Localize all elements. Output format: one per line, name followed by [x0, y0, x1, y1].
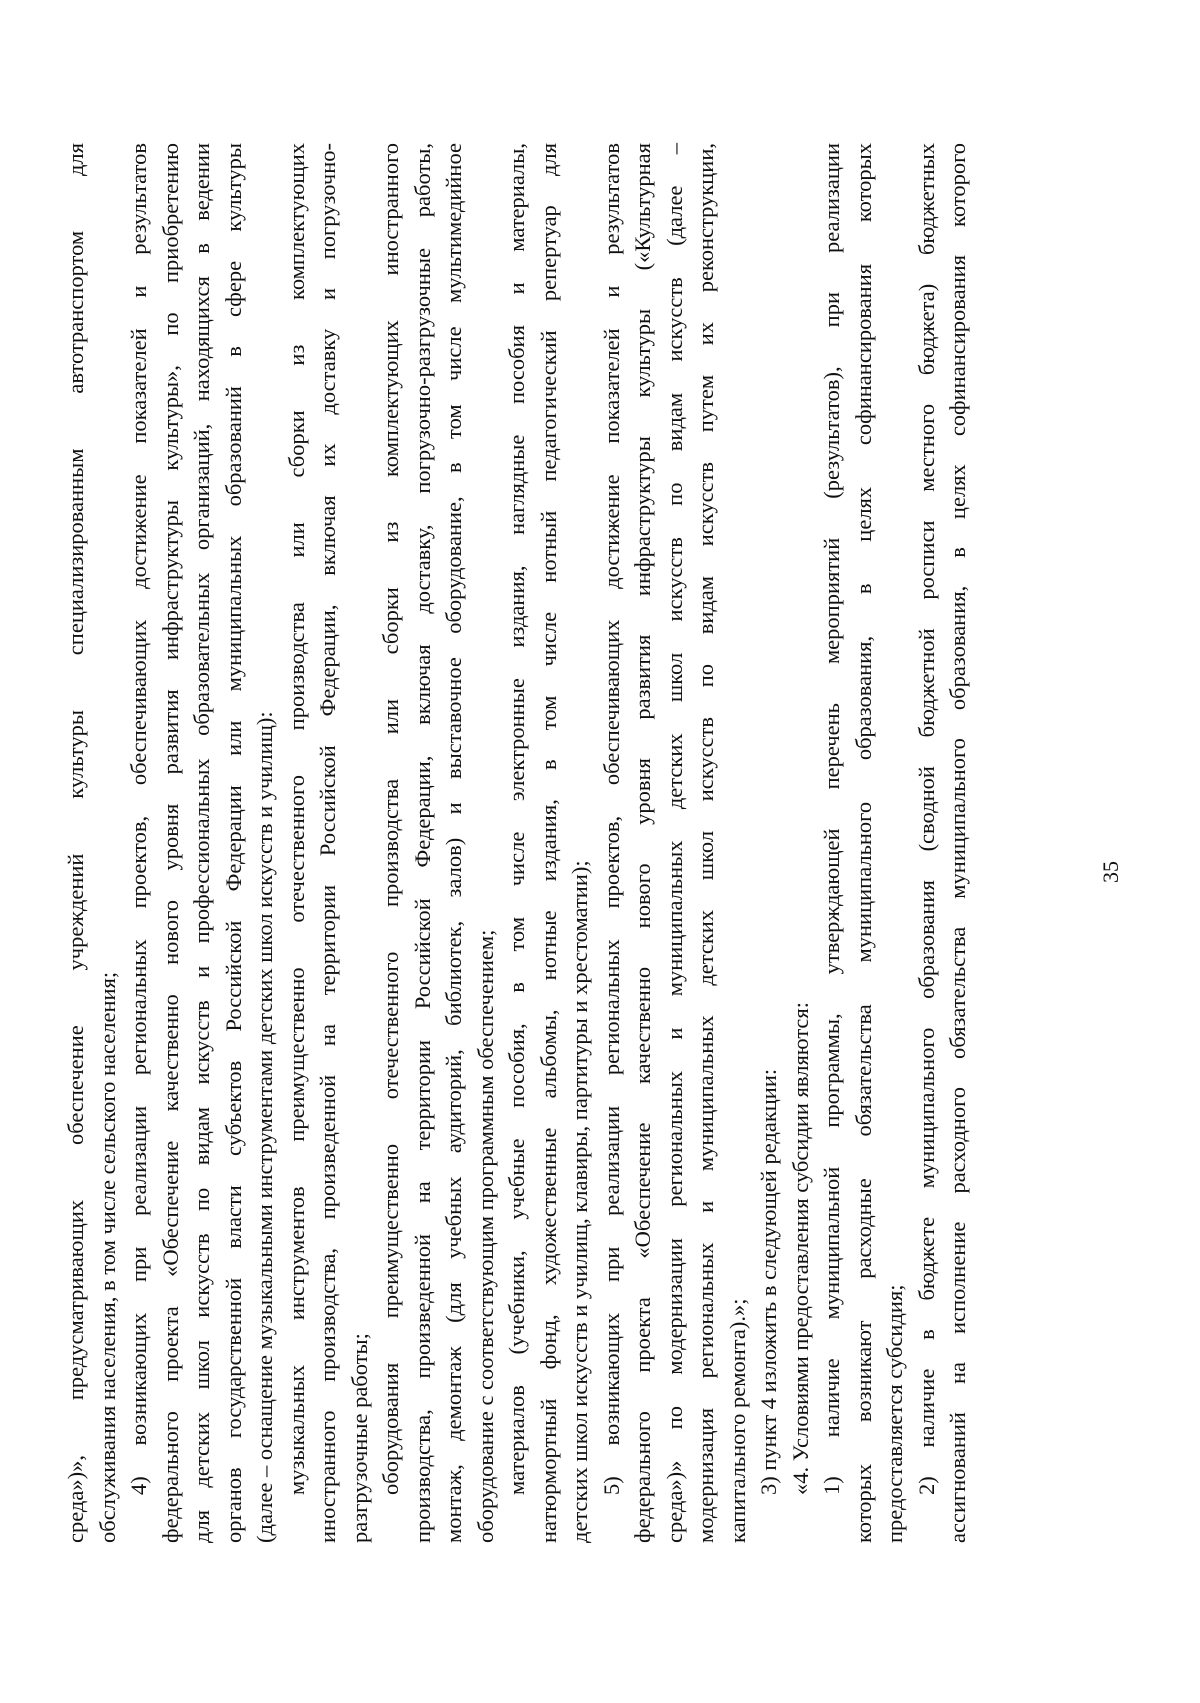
text-line: натюрмортный фонд, художественные альбомы, нотные издания, в том числе нотный педагогический репертуар для: [535, 143, 561, 1543]
text-line: предоставляется субсидия;: [882, 1284, 907, 1543]
text-line: детских школ искусств и училищ, клавиры, партитуры и хрестоматии);: [567, 860, 592, 1543]
text-line: среда»)», предусматривающих обеспечение учреждений культуры специализированным автотранспортом для: [63, 143, 88, 1543]
text-line: материалов (учебники, учебные пособия, в том числе электронные издания, наглядные пособия и материалы,: [504, 143, 529, 1495]
text-line: «4. Условиями предоставления субсидии являются:: [787, 1001, 813, 1495]
text-line: монтаж, демонтаж (для учебных аудиторий, библиотек, залов) и выставочное оборудование, в том числе мультимедийное: [441, 143, 466, 1543]
text-line: федерального проекта «Обеспечение качественно нового уровня развития инфраструктуры культуры», по приобретению: [157, 143, 183, 1543]
text-line: 4) возникающих при реализации региональных проектов, обеспечивающих достижение показателей и результатов: [126, 143, 151, 1495]
text-line: среда»)» по модернизации региональных и муниципальных детских школ искусств по видам искусств (далее –: [661, 143, 687, 1543]
text-line: (далее – оснащение музыкальными инструментами детских школ искусств и училищ):: [252, 711, 277, 1543]
page-number: 35: [1098, 861, 1123, 883]
text-line: 1) наличие муниципальной программы, утверждающей перечень мероприятий (результатов), при реализации: [819, 143, 844, 1495]
text-line: обслуживания населения, в том числе сельского населения;: [94, 971, 120, 1543]
text-line: оборудование с соответствующим программным обеспечением;: [472, 929, 498, 1543]
document-body: [60, 143, 974, 1543]
text-line: оборудования преимущественно отечественного производства или сборки из комплектующих иностранного: [378, 143, 403, 1495]
text-line: капитального ремонта).»;: [724, 1298, 750, 1543]
text-line: музыкальных инструментов преимущественно отечественного производства или сборки из комплектующих: [283, 143, 309, 1495]
text-line: ассигнований на исполнение расходного обязательства муниципального образования, в целях софинансирования которого: [945, 143, 970, 1543]
text-line: 5) возникающих при реализации региональных проектов, обеспечивающих достижение показателей и результатов: [598, 143, 624, 1495]
text-line: разгрузочные работы;: [346, 1333, 372, 1543]
text-line: для детских школ искусств по видам искусств и профессиональных образовательных организаций, находящихся в ведении: [189, 143, 214, 1543]
text-line: федерального проекта «Обеспечение качественно нового уровня развития инфраструктуры культуры («Культурная: [630, 143, 655, 1543]
text-line: 2) наличие в бюджете муниципального образования (сводной бюджетной росписи местного бюджета) бюджетных: [913, 143, 939, 1495]
text-line: производства, произведенной на территории Российской Федерации, включая доставку, погрузочно-разгрузочные работы,: [409, 143, 435, 1543]
text-line: иностранного производства, произведенной на территории Российской Федерации, включая их доставку и погрузочно-: [315, 143, 340, 1543]
text-line: которых возникают расходные обязательства муниципального образования, в целях софинансирования которых: [850, 143, 876, 1543]
text-line: модернизация региональных и муниципальных детских школ искусств по видам искусств путем их реконструкции,: [693, 143, 718, 1543]
text-line: органов государственной власти субъектов Российской Федерации или муниципальных образований в сфере культуры: [220, 143, 246, 1543]
text-line: 3) пункт 4 изложить в следующей редакции:: [756, 1068, 781, 1495]
